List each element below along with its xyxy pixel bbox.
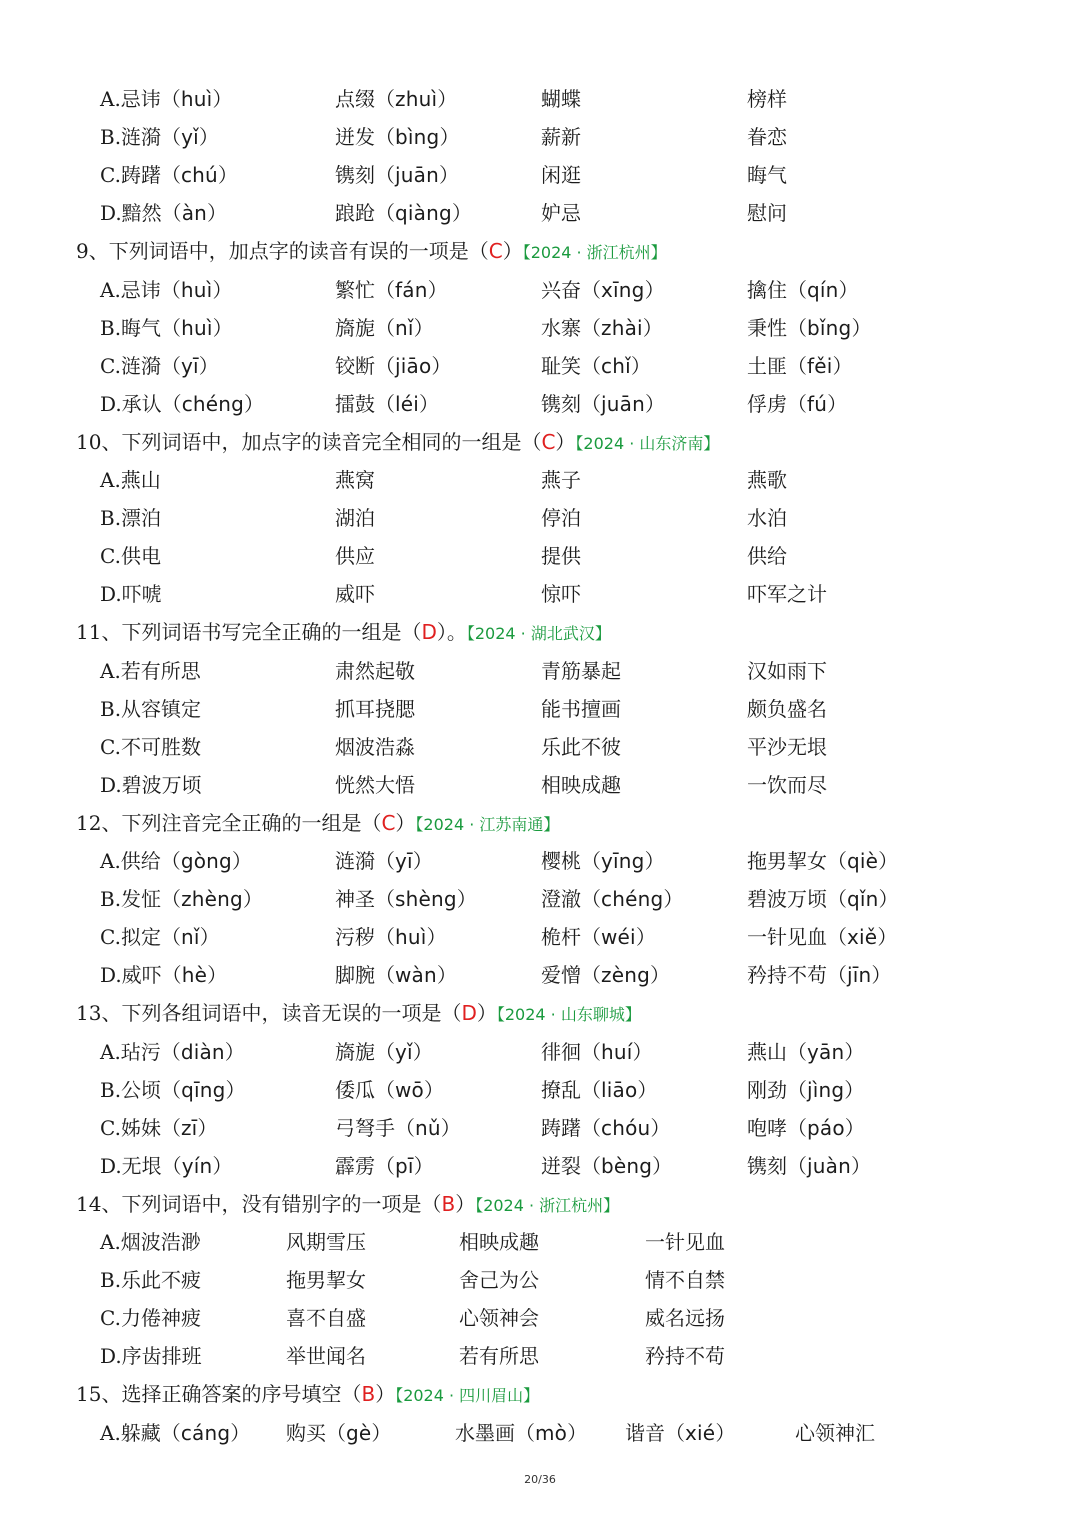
option-row	[100, 1261, 1060, 1299]
option-cell: 吓军之计	[747, 582, 827, 607]
question-close: ）	[502, 239, 523, 264]
option-cell: B.发怔（zhèng）	[100, 887, 263, 912]
option-cell: 土匪（fěi）	[747, 353, 853, 378]
option-cell: 乐此不彼	[541, 734, 621, 759]
option-cell: 拖男挈女（qiè）	[747, 849, 899, 873]
option-row	[100, 194, 1060, 232]
option-cell: 耻笑（chǐ）	[541, 353, 651, 378]
option-cell: 威名远扬	[645, 1306, 725, 1331]
option-row	[100, 385, 1060, 423]
question-stem	[76, 804, 559, 842]
answer-letter: C	[488, 239, 503, 264]
option-cell: A.供给（gòng）	[100, 849, 252, 873]
option-cell: 镌刻（juàn）	[747, 1153, 871, 1178]
option-cell: 供给	[747, 544, 787, 569]
source-tag: 【2024 · 山东济南】	[575, 433, 720, 453]
option-cell: 晦气	[747, 163, 787, 188]
answer-letter: B	[361, 1382, 376, 1407]
option-cell: 涟漪（yī）	[335, 849, 433, 873]
question-stem	[76, 1375, 539, 1413]
question-stem	[76, 1185, 619, 1223]
option-cell: 撩乱（liāo）	[541, 1077, 658, 1102]
option-row	[100, 766, 1060, 804]
option-cell: C.不可胜数	[100, 734, 201, 759]
option-cell: 矜持不苟（jīn）	[747, 963, 892, 988]
option-row	[100, 309, 1060, 347]
option-cell: 情不自禁	[645, 1268, 725, 1293]
option-cell: B.从容镇定	[100, 696, 202, 721]
option-cell: C.拟定（nǐ）	[100, 925, 220, 950]
option-cell: 蝴蝶	[541, 87, 581, 111]
question-close: ）	[395, 810, 416, 835]
option-row	[100, 1071, 1060, 1109]
option-cell: B.晦气（huì）	[100, 315, 233, 340]
option-cell: 踉跄（qiàng）	[335, 201, 472, 226]
option-cell: 俘虏（fú）	[747, 391, 848, 416]
option-cell: 霹雳（pī）	[335, 1153, 434, 1178]
option-row	[100, 347, 1060, 385]
option-row	[100, 499, 1060, 537]
option-cell: D.承认（chéng）	[100, 391, 265, 416]
question-text: 11、下列词语书写完全正确的一组是（	[76, 620, 422, 645]
option-cell: 汉如雨下	[747, 658, 827, 683]
option-cell: 爱憎（zèng）	[541, 963, 670, 988]
question-close: ）。	[436, 620, 467, 645]
option-cell: 舍己为公	[459, 1268, 539, 1293]
option-cell: 碧波万顷（qǐn）	[747, 887, 899, 912]
option-cell: 燕窝	[335, 468, 375, 492]
option-cell: 一针见血（xiě）	[747, 925, 898, 950]
option-cell: 樱桃（yīng）	[541, 849, 665, 873]
option-cell: 榜样	[747, 87, 787, 111]
source-tag: 【2024 · 山东聊城】	[496, 1005, 641, 1025]
option-cell: A.燕山	[100, 468, 161, 492]
option-cell: 脚腕（wàn）	[335, 963, 457, 988]
option-cell: 繁忙（fán）	[335, 277, 448, 302]
question-close: ）	[375, 1382, 396, 1407]
answer-letter: B	[441, 1191, 456, 1216]
option-cell: 湖泊	[335, 506, 375, 531]
option-cell: D.威吓（hè）	[100, 963, 228, 988]
option-cell: 薪新	[541, 125, 581, 150]
option-cell: 慰问	[747, 201, 787, 226]
option-cell: 擒住（qín）	[747, 277, 859, 302]
question-stem	[76, 613, 611, 651]
option-cell: 抓耳挠腮	[335, 696, 415, 721]
option-cell: 迸发（bìng）	[335, 125, 460, 150]
option-cell: 兴奋（xīng）	[541, 277, 665, 302]
option-cell: A.忌讳（huì）	[100, 277, 233, 302]
option-cell: A.忌讳（huì）	[100, 87, 233, 111]
option-row	[100, 918, 1060, 956]
option-cell: 神圣（shèng）	[335, 887, 477, 912]
page-number: 20/36	[524, 1473, 556, 1486]
option-cell: 供应	[335, 544, 375, 569]
option-cell: 肃然起敬	[335, 658, 415, 683]
source-tag: 【2024 · 江苏南通】	[415, 814, 560, 834]
option-cell: 弓弩手（nǔ）	[335, 1115, 461, 1140]
question-stem	[76, 232, 667, 270]
option-cell: A.躲藏（cáng）	[100, 1420, 251, 1445]
answer-letter: C	[381, 810, 396, 835]
option-cell: 水泊	[747, 506, 787, 531]
option-cell: 恍然大悟	[335, 772, 415, 797]
option-cell: 停泊	[541, 506, 581, 531]
option-row	[100, 1414, 1060, 1452]
option-cell: 青筋暴起	[541, 658, 621, 683]
question-text: 15、选择正确答案的序号填空（	[76, 1382, 362, 1407]
question-text: 14、下列词语中，没有错别字的一项是（	[76, 1191, 442, 1216]
question-text: 10、下列词语中，加点字的读音完全相同的一组是（	[76, 429, 542, 454]
option-cell: 喜不自盛	[286, 1306, 366, 1331]
option-cell: 擂鼓（léi）	[335, 391, 440, 416]
answer-letter: D	[421, 620, 437, 645]
option-cell: C.涟漪（yī）	[100, 353, 219, 378]
option-cell: A.若有所思	[100, 658, 201, 683]
option-cell: C.姊妹（zī）	[100, 1115, 218, 1140]
option-cell: 平沙无垠	[747, 734, 827, 759]
option-cell: 若有所思	[459, 1344, 539, 1369]
option-cell: 矜持不苟	[645, 1344, 725, 1369]
option-cell: 颇负盛名	[747, 696, 827, 721]
question-close: ）	[476, 1001, 497, 1026]
option-cell: 燕子	[541, 468, 581, 492]
option-cell: 秉性（bǐng）	[747, 315, 872, 340]
option-cell: 水寨（zhài）	[541, 315, 663, 340]
option-row	[100, 156, 1060, 194]
option-cell: A.烟波浩渺	[100, 1230, 201, 1254]
option-cell: B.公顷（qīng）	[100, 1077, 246, 1102]
option-row	[100, 652, 1060, 690]
option-cell: 相映成趣	[541, 772, 621, 797]
option-row	[100, 1147, 1060, 1185]
option-cell: C.力倦神疲	[100, 1306, 201, 1331]
option-cell: 闲逛	[541, 163, 581, 188]
option-cell: C.踌躇（chú）	[100, 163, 238, 188]
option-cell: 相映成趣	[459, 1230, 539, 1254]
option-cell: 威吓	[335, 582, 375, 607]
option-cell: 拖男挈女	[286, 1268, 366, 1293]
question-stem	[76, 994, 641, 1032]
option-cell: D.碧波万顷	[100, 772, 202, 797]
option-row	[100, 956, 1060, 994]
source-tag: 【2024 · 四川眉山】	[395, 1386, 540, 1406]
source-tag: 【2024 · 湖北武汉】	[466, 624, 611, 644]
option-cell: 心领神汇	[795, 1420, 875, 1445]
option-row	[100, 118, 1060, 156]
source-tag: 【2024 · 浙江杭州】	[475, 1195, 620, 1215]
option-row	[100, 575, 1060, 613]
option-cell: 点缀（zhuì）	[335, 87, 458, 111]
option-cell: B.涟漪（yǐ）	[100, 125, 219, 150]
option-cell: 桅杆（wéi）	[541, 925, 656, 950]
question-text: 13、下列各组词语中，读音无误的一项是（	[76, 1001, 462, 1026]
option-row	[100, 880, 1060, 918]
option-row	[100, 1299, 1060, 1337]
option-cell: 提供	[541, 544, 581, 569]
option-cell: 一针见血	[645, 1230, 725, 1254]
option-cell: B.漂泊	[100, 506, 162, 531]
option-row	[100, 690, 1060, 728]
option-cell: 购买（gè）	[286, 1420, 392, 1445]
option-cell: 燕歌	[747, 468, 787, 492]
option-row	[100, 271, 1060, 309]
option-cell: 惊吓	[541, 582, 581, 607]
option-cell: D.吓唬	[100, 582, 162, 607]
option-row	[100, 537, 1060, 575]
option-cell: B.乐此不疲	[100, 1268, 202, 1293]
option-cell: 举世闻名	[286, 1344, 366, 1369]
option-cell: 刚劲（jìng）	[747, 1077, 865, 1102]
question-text: 12、下列注音完全正确的一组是（	[76, 810, 382, 835]
option-row	[100, 1337, 1060, 1375]
option-cell: 烟波浩淼	[335, 734, 415, 759]
option-row	[100, 461, 1060, 499]
answer-letter: C	[541, 429, 556, 454]
option-cell: D.无垠（yín）	[100, 1153, 233, 1178]
option-row	[100, 80, 1060, 118]
option-cell: 燕山（yān）	[747, 1039, 865, 1064]
option-cell: 旖旎（nǐ）	[335, 315, 434, 340]
option-cell: 眷恋	[747, 125, 787, 150]
option-cell: C.供电	[100, 544, 161, 569]
option-row	[100, 728, 1060, 766]
option-cell: 旖旎（yǐ）	[335, 1039, 433, 1064]
question-stem	[76, 423, 719, 461]
option-cell: 倭瓜（wō）	[335, 1077, 444, 1102]
question-text: 9、下列词语中，加点字的读音有误的一项是（	[76, 239, 489, 264]
option-cell: 污秽（huì）	[335, 925, 447, 950]
option-row	[100, 1223, 1060, 1261]
option-row	[100, 842, 1060, 880]
option-row	[100, 1033, 1060, 1071]
question-close: ）	[555, 429, 576, 454]
option-cell: 澄澈（chéng）	[541, 887, 684, 912]
source-tag: 【2024 · 浙江杭州】	[522, 243, 667, 263]
option-cell: 咆哮（páo）	[747, 1115, 865, 1140]
option-cell: 铰断（jiāo）	[335, 353, 452, 378]
option-cell: D.黯然（àn）	[100, 201, 228, 226]
option-cell: 妒忌	[541, 201, 581, 226]
option-cell: 镌刻（juān）	[541, 391, 665, 416]
option-cell: 能书擅画	[541, 696, 621, 721]
option-cell: 迸裂（bèng）	[541, 1153, 673, 1178]
option-cell: 水墨画（mò）	[455, 1420, 588, 1445]
option-cell: A.玷污（diàn）	[100, 1039, 245, 1064]
option-cell: D.序齿排班	[100, 1344, 202, 1369]
question-close: ）	[455, 1191, 476, 1216]
answer-letter: D	[461, 1001, 477, 1026]
option-cell: 镌刻（juān）	[335, 163, 459, 188]
option-cell: 心领神会	[459, 1306, 539, 1331]
option-cell: 徘徊（huí）	[541, 1039, 653, 1064]
option-cell: 一饮而尽	[747, 772, 827, 797]
option-cell: 踌躇（chóu）	[541, 1115, 671, 1140]
option-cell: 谐音（xié）	[625, 1420, 736, 1445]
option-cell: 风期雪压	[286, 1230, 366, 1254]
option-row	[100, 1109, 1060, 1147]
